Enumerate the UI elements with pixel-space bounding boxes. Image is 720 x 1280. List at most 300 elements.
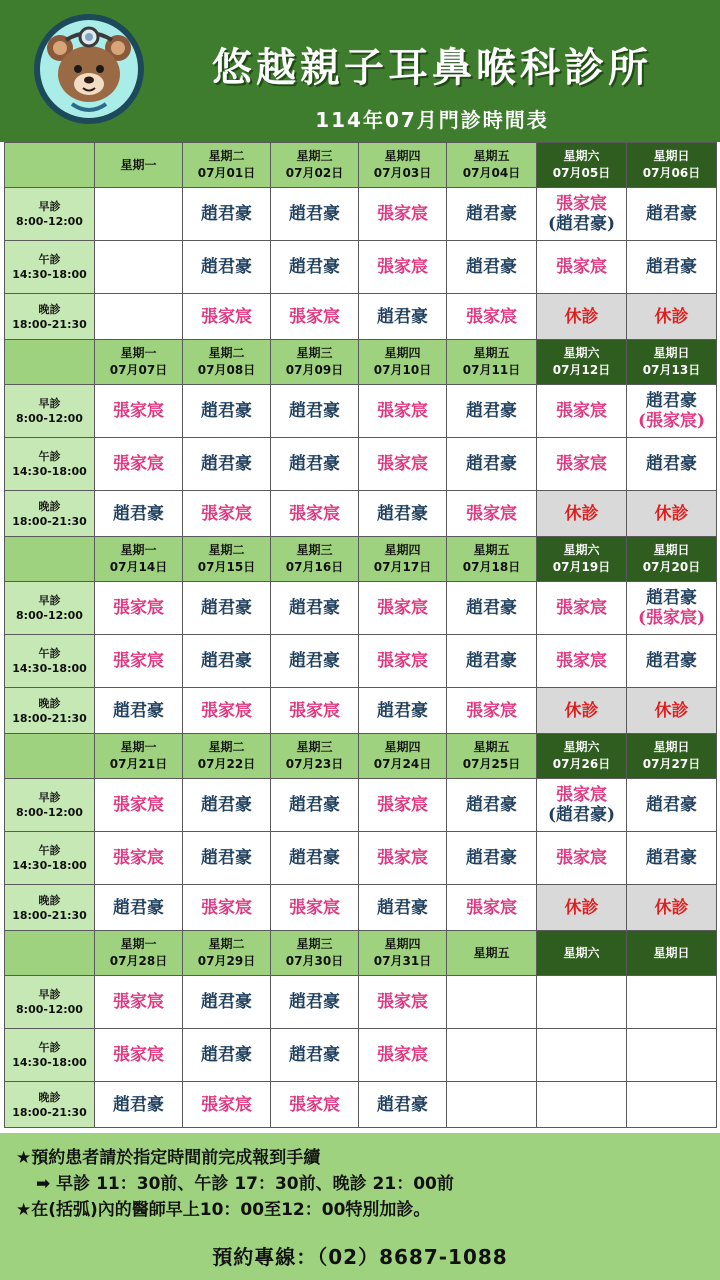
day-date: 07月09日	[285, 363, 344, 377]
doctor-cell	[359, 779, 447, 832]
day-date: 07月22日	[197, 757, 256, 771]
doctor-name: 張家宸	[201, 700, 252, 721]
doctor-name: 趙君豪	[646, 588, 697, 608]
doctor-name: 趙君豪	[289, 651, 340, 671]
doctor-cell	[271, 976, 359, 1029]
weekday-name: 星期六	[563, 945, 600, 960]
doctor-cell	[95, 294, 183, 340]
doctor-cell	[359, 1029, 447, 1082]
closed-cell	[537, 688, 627, 734]
doctor-cell	[271, 832, 359, 885]
doctor-name: 張家宸	[377, 1045, 428, 1065]
doctor-name: 趙君豪	[377, 897, 428, 918]
doctor-name: 趙君豪	[289, 848, 340, 868]
doctor-cell	[627, 438, 717, 491]
doctor-name: 張家宸	[556, 194, 607, 214]
doctor-cell	[95, 885, 183, 931]
doctor-name: 趙君豪	[201, 1045, 252, 1065]
doctor-cell	[95, 491, 183, 537]
day-date: 07月12日	[552, 363, 611, 377]
doctor-name: 趙君豪	[201, 598, 252, 618]
weekday-name: 星期六	[563, 149, 600, 163]
doctor-name: 趙君豪	[646, 257, 697, 277]
weekday-name: 星期五	[473, 346, 510, 360]
day-header	[183, 931, 271, 976]
day-header	[627, 537, 717, 582]
slot-label-afternoon	[5, 438, 95, 491]
doctor-name: 趙君豪	[201, 454, 252, 474]
slot-row-afternoon	[5, 635, 717, 688]
doctor-cell	[447, 438, 537, 491]
doctor-cell	[537, 385, 627, 438]
weekday-name: 星期日	[653, 543, 690, 557]
doctor-name: 趙君豪	[289, 795, 340, 815]
day-header	[447, 143, 537, 188]
day-date: 07月20日	[642, 560, 701, 574]
weekday-name: 星期三	[296, 149, 333, 163]
day-date: 07月25日	[462, 757, 521, 771]
doctor-cell	[271, 385, 359, 438]
weekday-name: 星期五	[473, 543, 510, 557]
doctor-name: 張家宸	[556, 257, 607, 277]
weekday-name: 星期二	[208, 149, 245, 163]
doctor-cell	[627, 1029, 717, 1082]
slot-label-evening	[5, 491, 95, 537]
day-date: 07月26日	[552, 757, 611, 771]
doctor-cell	[537, 438, 627, 491]
week-header-corner	[5, 734, 95, 779]
doctor-name: 張家宸	[466, 897, 517, 918]
slot-row-morning	[5, 976, 717, 1029]
slot-name: 早診	[38, 988, 61, 1001]
slot-row-evening	[5, 491, 717, 537]
week-header-corner	[5, 537, 95, 582]
day-date: 07月30日	[285, 954, 344, 968]
doctor-name: 張家宸	[113, 992, 164, 1012]
doctor-cell	[359, 438, 447, 491]
day-header	[627, 734, 717, 779]
doctor-cell	[447, 1029, 537, 1082]
day-date: 07月21日	[109, 757, 168, 771]
slot-row-evening	[5, 294, 717, 340]
doctor-cell	[537, 832, 627, 885]
day-header	[359, 931, 447, 976]
day-header	[183, 734, 271, 779]
doctor-cell	[447, 294, 537, 340]
slot-time: 18:00-21:30	[12, 908, 87, 922]
closed-cell	[627, 294, 717, 340]
doctor-cell	[271, 1029, 359, 1082]
doctor-name: 張家宸	[377, 598, 428, 618]
doctor-name: 張家宸	[466, 306, 517, 327]
doctor-name: 趙君豪	[201, 257, 252, 277]
slot-time: 8:00-12:00	[16, 609, 83, 622]
doctor-name: 趙君豪	[466, 204, 517, 224]
doctor-cell	[271, 779, 359, 832]
day-date: 07月06日	[642, 166, 701, 180]
slot-name: 早診	[38, 594, 61, 607]
doctor-name: 張家宸	[113, 401, 164, 421]
slot-name: 午診	[38, 844, 61, 857]
doctor-cell	[95, 241, 183, 294]
doctor-cell	[447, 188, 537, 241]
doctor-name: 趙君豪	[113, 503, 164, 524]
doctor-cell	[627, 385, 717, 438]
doctor-name: 趙君豪	[289, 598, 340, 618]
closed-cell	[627, 885, 717, 931]
slot-time: 8:00-12:00	[16, 1003, 83, 1016]
doctor-cell	[183, 1082, 271, 1128]
day-date: 07月14日	[109, 560, 168, 574]
slot-name: 晚診	[38, 302, 61, 316]
day-date: 07月10日	[373, 363, 432, 377]
doctor-name: 趙君豪	[289, 257, 340, 277]
doctor-name: 張家宸	[466, 503, 517, 524]
doctor-cell	[359, 976, 447, 1029]
doctor-name: 張家宸	[113, 651, 164, 671]
doctor-cell	[447, 688, 537, 734]
day-header	[537, 537, 627, 582]
doctor-cell	[95, 1082, 183, 1128]
slot-row-evening	[5, 688, 717, 734]
doctor-cell	[359, 188, 447, 241]
doctor-cell	[271, 241, 359, 294]
day-header	[95, 340, 183, 385]
doctor-name: 張家宸	[113, 1045, 164, 1065]
week-header-corner	[5, 340, 95, 385]
doctor-name: 趙君豪	[289, 1045, 340, 1065]
day-date: 07月19日	[552, 560, 611, 574]
doctor-name: 張家宸	[556, 454, 607, 474]
doctor-name: (張家宸)	[637, 608, 706, 628]
doctor-name: 張家宸	[556, 785, 607, 805]
day-date: 07月11日	[462, 363, 521, 377]
doctor-name: 趙君豪	[466, 795, 517, 815]
doctor-name: (趙君豪)	[547, 214, 616, 234]
day-header	[537, 931, 627, 976]
day-header	[627, 143, 717, 188]
doctor-name: 張家宸	[289, 897, 340, 918]
doctor-name: 趙君豪	[466, 454, 517, 474]
day-date: 07月04日	[462, 166, 521, 180]
doctor-cell	[537, 1029, 627, 1082]
doctor-cell	[359, 294, 447, 340]
slot-name: 晚診	[38, 499, 61, 513]
doctor-name: 趙君豪	[289, 204, 340, 224]
bracket-doctor-note: ★在(括弧)內的醫師早上10：00至12：00特別加診。	[16, 1200, 431, 1220]
slot-name: 晚診	[38, 696, 61, 710]
closed-cell	[627, 688, 717, 734]
doctor-name: 張家宸	[377, 204, 428, 224]
weekday-name: 星期二	[208, 543, 245, 557]
bear-doctor-logo-icon	[32, 12, 146, 126]
doctor-name: 趙君豪	[646, 795, 697, 815]
day-header	[447, 340, 537, 385]
slot-label-afternoon	[5, 635, 95, 688]
weekday-name: 星期二	[208, 937, 245, 951]
doctor-name: 趙君豪	[289, 401, 340, 421]
weekday-name: 星期五	[473, 149, 510, 163]
doctor-cell	[627, 582, 717, 635]
doctor-name: 張家宸	[556, 848, 607, 868]
day-date: 07月05日	[552, 166, 611, 180]
doctor-name: 趙君豪	[377, 1094, 428, 1115]
doctor-name: 趙君豪	[466, 401, 517, 421]
doctor-name: 趙君豪	[646, 454, 697, 474]
closed-cell	[537, 294, 627, 340]
day-header	[271, 931, 359, 976]
day-header	[271, 143, 359, 188]
doctor-cell	[537, 188, 627, 241]
slot-label-evening	[5, 688, 95, 734]
weekday-name: 星期三	[296, 937, 333, 951]
doctor-cell	[627, 976, 717, 1029]
doctor-name: 張家宸	[556, 651, 607, 671]
weekday-name: 星期五	[473, 740, 510, 754]
doctor-cell	[183, 385, 271, 438]
doctor-cell	[183, 779, 271, 832]
doctor-cell	[95, 438, 183, 491]
day-header	[271, 537, 359, 582]
slot-row-morning	[5, 582, 717, 635]
doctor-cell	[447, 241, 537, 294]
doctor-name: 張家宸	[201, 897, 252, 918]
doctor-cell	[183, 976, 271, 1029]
doctor-name: 張家宸	[113, 848, 164, 868]
closed-label: 休診	[564, 503, 599, 524]
day-header	[95, 931, 183, 976]
doctor-name: 張家宸	[201, 503, 252, 524]
doctor-name: 張家宸	[289, 306, 340, 327]
day-date: 07月18日	[462, 560, 521, 574]
day-date: 07月01日	[197, 166, 256, 180]
day-date: 07月23日	[285, 757, 344, 771]
weekday-name: 星期四	[384, 740, 421, 754]
doctor-cell	[271, 491, 359, 537]
doctor-cell	[95, 832, 183, 885]
slot-time: 14:30-18:00	[12, 268, 87, 281]
slot-row-morning	[5, 188, 717, 241]
day-date: 07月13日	[642, 363, 701, 377]
footer-notes	[0, 1133, 720, 1280]
doctor-cell	[447, 976, 537, 1029]
doctor-cell	[183, 294, 271, 340]
doctor-cell	[359, 582, 447, 635]
doctor-cell	[183, 1029, 271, 1082]
doctor-cell	[447, 582, 537, 635]
doctor-cell	[627, 1082, 717, 1128]
doctor-cell	[447, 491, 537, 537]
slot-name: 晚診	[38, 1090, 61, 1104]
slot-time: 18:00-21:30	[12, 711, 87, 725]
weekday-name: 星期三	[296, 740, 333, 754]
doctor-name: 張家宸	[556, 401, 607, 421]
slot-name: 午診	[38, 647, 61, 660]
day-header	[95, 537, 183, 582]
doctor-name: 趙君豪	[113, 700, 164, 721]
day-header	[359, 537, 447, 582]
doctor-name: 趙君豪	[201, 651, 252, 671]
doctor-name: 張家宸	[113, 795, 164, 815]
slot-label-morning	[5, 385, 95, 438]
doctor-name: 張家宸	[201, 1094, 252, 1115]
doctor-name: 趙君豪	[466, 848, 517, 868]
doctor-cell	[359, 241, 447, 294]
doctor-cell	[183, 188, 271, 241]
closed-label: 休診	[564, 897, 599, 918]
day-date: 07月15日	[197, 560, 256, 574]
checkin-deadlines: ➡ 早診 11：30前、午診 17：30前、晚診 21：00前	[36, 1174, 454, 1194]
week-header-corner	[5, 931, 95, 976]
weekday-name: 星期四	[384, 346, 421, 360]
slot-label-evening	[5, 1082, 95, 1128]
doctor-cell	[447, 635, 537, 688]
doctor-name: 趙君豪	[646, 651, 697, 671]
doctor-name: 張家宸	[289, 700, 340, 721]
slot-name: 早診	[38, 200, 61, 213]
doctor-cell	[359, 832, 447, 885]
day-header	[447, 537, 537, 582]
doctor-cell	[183, 438, 271, 491]
day-header	[627, 340, 717, 385]
day-date: 07月31日	[373, 954, 432, 968]
closed-label: 休診	[564, 700, 599, 721]
doctor-name: 趙君豪	[201, 795, 252, 815]
slot-name: 晚診	[38, 893, 61, 907]
day-header	[183, 340, 271, 385]
doctor-cell	[183, 688, 271, 734]
doctor-cell	[447, 779, 537, 832]
weekday-name: 星期一	[120, 543, 157, 557]
doctor-cell	[95, 1029, 183, 1082]
closed-label: 休診	[654, 897, 689, 918]
day-header	[447, 931, 537, 976]
weekday-name: 星期五	[473, 945, 510, 960]
slot-row-evening	[5, 885, 717, 931]
weekday-name: 星期日	[653, 149, 690, 163]
slot-row-morning	[5, 779, 717, 832]
doctor-cell	[95, 779, 183, 832]
doctor-name: 趙君豪	[201, 401, 252, 421]
doctor-name: 趙君豪	[377, 306, 428, 327]
doctor-name: 張家宸	[377, 401, 428, 421]
doctor-cell	[271, 885, 359, 931]
doctor-name: 趙君豪	[289, 454, 340, 474]
slot-time: 14:30-18:00	[12, 1056, 87, 1069]
slot-label-afternoon	[5, 241, 95, 294]
slot-label-afternoon	[5, 1029, 95, 1082]
slot-label-morning	[5, 188, 95, 241]
closed-label: 休診	[564, 306, 599, 327]
doctor-name: 趙君豪	[201, 848, 252, 868]
closed-label: 休診	[654, 503, 689, 524]
slot-row-afternoon	[5, 241, 717, 294]
day-date: 07月02日	[285, 166, 344, 180]
slot-time: 18:00-21:30	[12, 514, 87, 528]
day-date: 07月29日	[197, 954, 256, 968]
doctor-cell	[447, 385, 537, 438]
day-date: 07月07日	[109, 363, 168, 377]
doctor-name: 張家宸	[289, 1094, 340, 1115]
doctor-cell	[271, 635, 359, 688]
doctor-name: 趙君豪	[377, 503, 428, 524]
doctor-cell	[271, 688, 359, 734]
clinic-schedule-table	[4, 142, 717, 1128]
doctor-name: 趙君豪	[377, 700, 428, 721]
doctor-name: 張家宸	[113, 598, 164, 618]
doctor-cell	[359, 885, 447, 931]
day-date: 07月17日	[373, 560, 432, 574]
doctor-cell	[271, 438, 359, 491]
doctor-cell	[359, 1082, 447, 1128]
doctor-name: 張家宸	[377, 651, 428, 671]
doctor-name: 張家宸	[377, 992, 428, 1012]
slot-row-afternoon	[5, 1029, 717, 1082]
doctor-cell	[537, 582, 627, 635]
doctor-name: 張家宸	[377, 257, 428, 277]
doctor-cell	[537, 779, 627, 832]
weekday-name: 星期日	[653, 945, 690, 960]
weekday-name: 星期六	[563, 543, 600, 557]
schedule-title: 114年07月門診時間表	[315, 108, 549, 132]
weekday-name: 星期六	[563, 740, 600, 754]
slot-row-afternoon	[5, 438, 717, 491]
day-date: 07月28日	[109, 954, 168, 968]
slot-time: 8:00-12:00	[16, 806, 83, 819]
slot-time: 14:30-18:00	[12, 465, 87, 478]
slot-row-afternoon	[5, 832, 717, 885]
doctor-cell	[447, 885, 537, 931]
weekday-name: 星期一	[120, 157, 157, 172]
closed-label: 休診	[654, 306, 689, 327]
slot-name: 午診	[38, 253, 61, 266]
week-header-row	[5, 143, 717, 188]
doctor-cell	[447, 832, 537, 885]
doctor-name: 趙君豪	[466, 257, 517, 277]
doctor-cell	[183, 241, 271, 294]
doctor-cell	[95, 976, 183, 1029]
doctor-name: 趙君豪	[646, 848, 697, 868]
doctor-name: 趙君豪	[466, 651, 517, 671]
weekday-name: 星期四	[384, 149, 421, 163]
doctor-cell	[183, 885, 271, 931]
slot-time: 14:30-18:00	[12, 662, 87, 675]
day-date: 07月16日	[285, 560, 344, 574]
doctor-cell	[359, 385, 447, 438]
doctor-name: 趙君豪	[201, 992, 252, 1012]
slot-label-morning	[5, 582, 95, 635]
day-header	[537, 340, 627, 385]
weekday-name: 星期二	[208, 346, 245, 360]
day-date: 07月08日	[197, 363, 256, 377]
doctor-cell	[359, 635, 447, 688]
week-header-row	[5, 931, 717, 976]
doctor-name: 張家宸	[113, 454, 164, 474]
doctor-name: (趙君豪)	[547, 805, 616, 825]
doctor-name: 張家宸	[201, 306, 252, 327]
week-header-row	[5, 734, 717, 779]
weekday-name: 星期二	[208, 740, 245, 754]
booking-hotline[interactable]: 預約專線：（02）8687-1088	[212, 1245, 508, 1269]
day-header	[183, 537, 271, 582]
doctor-name: 張家宸	[377, 848, 428, 868]
day-date: 07月03日	[373, 166, 432, 180]
slot-time: 8:00-12:00	[16, 215, 83, 228]
slot-name: 午診	[38, 1041, 61, 1054]
closed-cell	[537, 491, 627, 537]
doctor-cell	[359, 491, 447, 537]
doctor-cell	[183, 582, 271, 635]
